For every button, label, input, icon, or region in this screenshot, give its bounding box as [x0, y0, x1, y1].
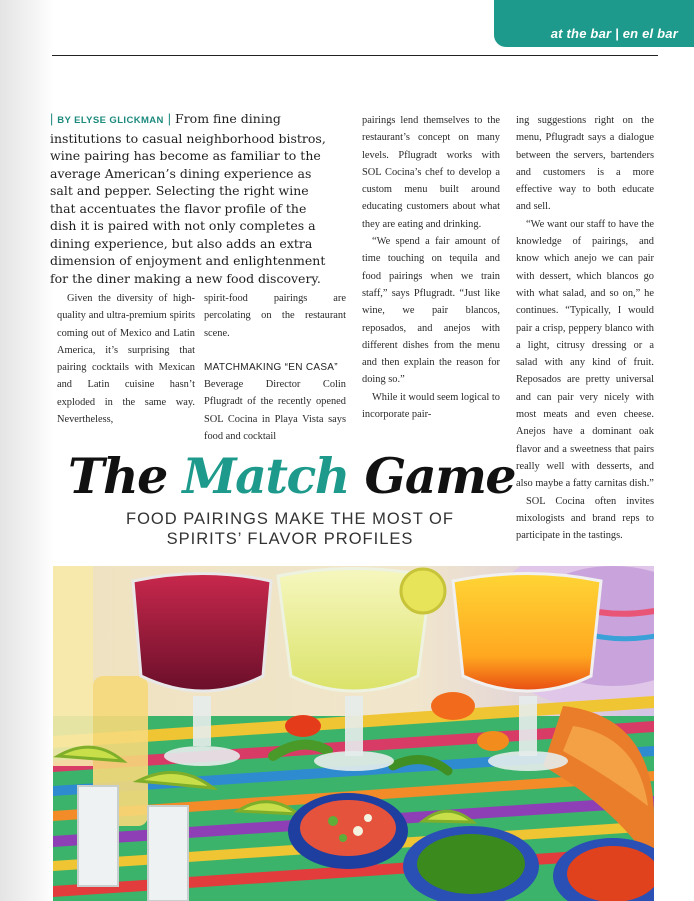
column-4-paragraph: ing suggestions right on the menu, Pflugradt says a dialogue between the servers, bartenders and customers is a more effective way to both educate and sell. [516, 115, 654, 213]
cocktail-photo-illustration [53, 566, 654, 901]
column-4-paragraph: “We want our staff to have the knowledge of pairings, and know which anejo we can pair with dessert, which blancos go with what salad, and so on,” he continues. “Typically, I would pair a crisp, peppery blanco with a light, citrusy dressing or a salad with any kind of fruit. Reposados are pretty universal and can pair very nicely with most meats and even cheese. Anejos have a dominant oak flavor and a sweetness that pairs really well with desserts, and also maybe a fatty carnitas dish.” [516, 218, 654, 490]
column-2 [204, 290, 346, 445]
deck-line: FOOD PAIRINGS MAKE THE MOST OF [126, 510, 454, 528]
column-2-paragraph: Beverage Director Colin Pflugradt of the recently opened SOL Cocina in Playa Vista says food and cocktail [204, 379, 346, 443]
column-1 [57, 290, 195, 428]
headline [68, 447, 516, 505]
byline-divider: | [50, 112, 54, 126]
column-3 [362, 112, 500, 423]
headline-part: Game [348, 447, 516, 505]
column-3-paragraph: “We spend a fair amount of time touching on tequila and food pairings when we train staff,” says Pflugradt. “Just like wine, we pair blancos, reposados, and anejos with different dishes from the menu and then explain the reason for doing so.” [362, 236, 500, 386]
byline-divider: | [167, 112, 172, 126]
byline: BY ELYSE GLICKMAN [57, 115, 164, 126]
column-4 [516, 112, 654, 544]
subhead-matchmaking: MATCHMAKING “EN CASA” [204, 361, 338, 373]
headline-part: The [68, 447, 183, 505]
cocktail-photo [53, 566, 654, 901]
section-tab [494, 0, 694, 47]
lede-paragraph [50, 110, 332, 287]
header-rule [52, 55, 658, 56]
column-3-paragraph: pairings lend themselves to the restaurant’s concept on many levels. Pflugradt works with SOL Cocina’s chef to develop a custom menu built around educating customers about what they are eating and drinking. [362, 115, 500, 230]
column-4-paragraph: SOL Cocina often invites mixologists and brand reps to participate in the tastings. [516, 495, 654, 542]
column-2-paragraph: spirit-food pairings are percolating on the restaurant scene. [204, 293, 346, 339]
deck-line: SPIRITS’ FLAVOR PROFILES [166, 530, 414, 548]
headline-accent: Match [182, 447, 349, 505]
lede-text: From fine dining institutions to casual neighborhood bistros, wine pairing has become as familiar to the average American’s dining experience as salt and pepper. Selecting the right wine that accentuates the flavor profile of the dish it is paired with not only completes a dining experience, but also adds an extra dimension of enjoyment and enlightenment for the diner making a new food discovery. [50, 111, 326, 286]
section-tab-label: at the bar | en el bar [550, 26, 678, 41]
column-1-paragraph: Given the diversity of high-quality and ultra-premium spirits coming out of Mexico and Latin America, it’s surprising that pairing cocktails with Mexican and Latin cuisine hasn’t exploded in the same way. Nevertheless, [57, 293, 195, 426]
deck [88, 509, 492, 549]
column-3-paragraph: While it would seem logical to incorporate pair- [362, 391, 500, 421]
page-gutter-shadow [0, 0, 54, 901]
